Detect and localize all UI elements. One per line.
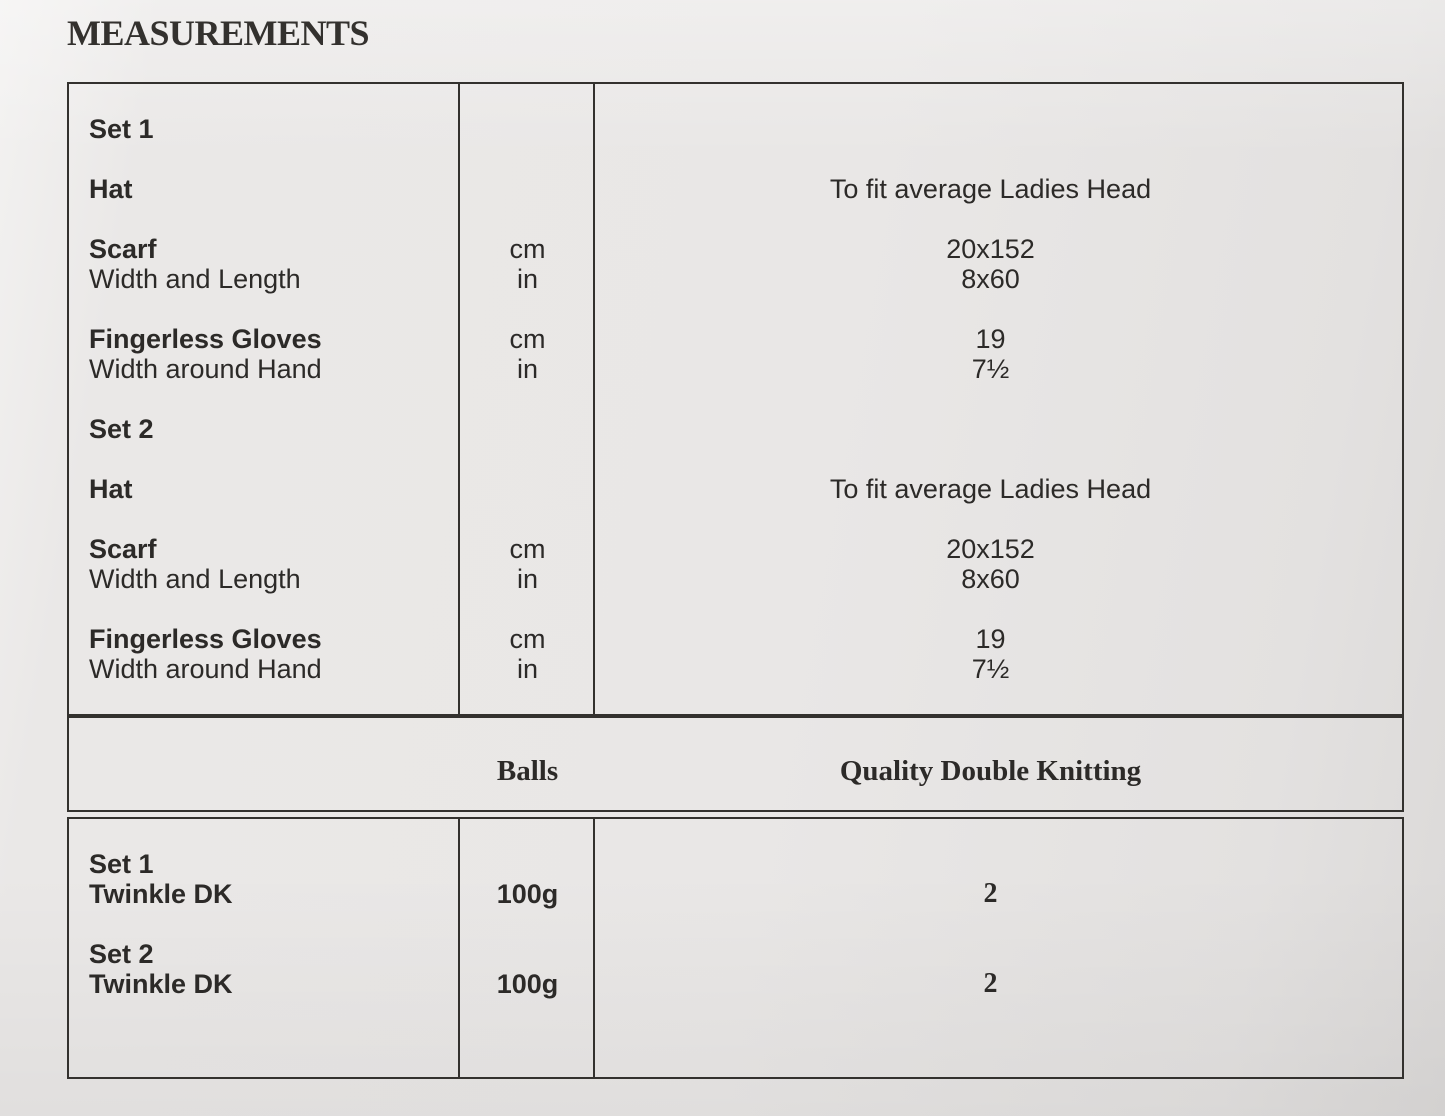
units-cell [460,114,595,144]
set2-hat-row [69,474,1402,504]
item-label-cell [69,234,460,294]
value-cm: 20x152 [946,234,1035,264]
value-cm: 20x152 [946,534,1035,564]
unit-cm: cm [509,324,546,354]
quality-header: Quality Double Knitting [839,755,1142,787]
values-cell [595,324,1402,384]
yarn-set-label: Set 1 [89,849,154,879]
yarn-table-section [67,817,1404,1079]
item-label: Fingerless Gloves [89,624,322,654]
ball-count: 2 [983,878,998,909]
column-divider-2 [593,819,595,1077]
values-cell [595,474,1402,504]
set-label-cell [69,414,460,444]
item-label: Hat [89,174,133,204]
units-cell [460,534,595,594]
item-sublabel: Width around Hand [89,354,322,384]
yarn-name: Twinkle DK [89,969,233,999]
ball-size: 100g [496,879,559,909]
yarn-name: Twinkle DK [89,879,233,909]
item-label: Scarf [89,234,157,264]
hat-fit-value: To fit average Ladies Head [829,174,1152,204]
ball-count-cell [595,939,1402,999]
item-sublabel: Width around Hand [89,654,322,684]
unit-in: in [516,354,538,384]
item-label-cell [69,474,460,504]
set-label-cell [69,114,460,144]
hat-fit-value: To fit average Ladies Head [829,474,1152,504]
ball-size-cell [460,849,595,909]
set1-hat-row [69,174,1402,204]
value-cm: 19 [975,324,1006,354]
balls-header-cell [460,756,595,786]
column-divider-2 [593,84,595,714]
set1-gloves-row [69,324,1402,384]
yarn-header-row [69,756,1402,786]
set1-label-row [69,114,1402,144]
units-cell [460,234,595,294]
units-cell [460,174,595,204]
column-divider-1 [458,84,460,714]
set2-scarf-row [69,534,1402,594]
values-cell [595,414,1402,444]
set2-gloves-row [69,624,1402,684]
value-in: 7½ [971,354,1010,384]
column-divider-1 [458,819,460,1077]
units-cell [460,324,595,384]
value-in: 8x60 [961,264,1020,294]
ball-size: 100g [496,969,559,999]
units-cell [460,624,595,684]
ball-count-cell [595,849,1402,909]
yarn-row-set1 [69,849,1402,909]
yarn-label-cell [69,939,460,999]
values-cell [595,624,1402,684]
value-cm: 19 [975,624,1006,654]
yarn-set-label: Set 2 [89,939,154,969]
unit-in: in [516,564,538,594]
item-sublabel: Width and Length [89,564,301,594]
units-cell [460,474,595,504]
item-label-cell [69,624,460,684]
spacer-cell [69,756,460,786]
unit-in: in [516,654,538,684]
measurements-section [67,82,1404,716]
item-sublabel: Width and Length [89,264,301,294]
unit-cm: cm [509,534,546,564]
item-label-cell [69,534,460,594]
values-cell [595,534,1402,594]
item-label: Scarf [89,534,157,564]
yarn-label-cell [69,849,460,909]
value-in: 7½ [971,654,1010,684]
unit-cm: cm [509,624,546,654]
value-in: 8x60 [961,564,1020,594]
item-label-cell [69,174,460,204]
unit-cm: cm [509,234,546,264]
units-cell [460,414,595,444]
set1-scarf-row [69,234,1402,294]
item-label-cell [69,324,460,384]
unit-in: in [516,264,538,294]
ball-size-cell [460,939,595,999]
quality-header-cell [595,756,1402,786]
ball-count: 2 [983,968,998,999]
yarn-header-band [67,716,1404,812]
set2-label-row [69,414,1402,444]
values-cell [595,174,1402,204]
set-label: Set 1 [89,114,154,144]
yarn-row-set2 [69,939,1402,999]
page-title: MEASUREMENTS [67,13,370,53]
set-label: Set 2 [89,414,154,444]
item-label: Fingerless Gloves [89,324,322,354]
values-cell [595,234,1402,294]
measurements-table [67,82,1404,1079]
values-cell [595,114,1402,144]
item-label: Hat [89,474,133,504]
balls-header: Balls [496,755,559,787]
